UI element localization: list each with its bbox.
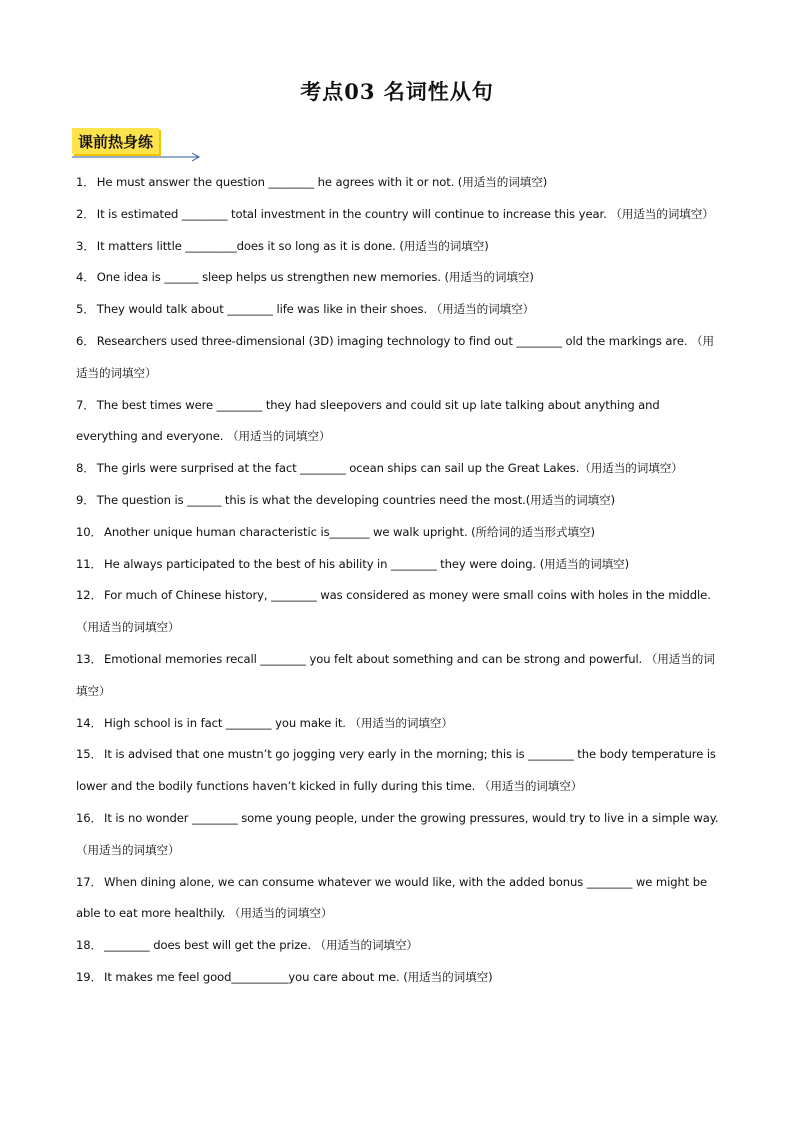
question-item: 17． When dining alone, we can consume whatever we would like, with the added bonus ________ we might be able to eat more healthily. （用适当的词填空）: [76, 874, 708, 921]
question-item: 2． It is estimated ________ total investment in the country will continue to increase this year. （用适当的词填空）: [76, 206, 714, 221]
section-label: 课前热身练: [72, 128, 159, 154]
question-item: 11． He always participated to the best of his ability in ________ they were doing. (用适当的词填空): [76, 556, 630, 571]
question-item: 9． The question is ______ this is what the developing countries need the most.(用适当的词填空): [76, 492, 616, 507]
question-item: 13． Emotional memories recall ________ you felt about something and can be strong and powerful. （用适当的词填空）: [76, 651, 715, 698]
question-item: 6． Researchers used three-dimensional (3D) imaging technology to find out ________ old the markings are. （用适当的词填空）: [76, 333, 715, 380]
page-title: 考点03 名词性从句: [300, 79, 494, 104]
question-item: 5． They would talk about ________ life was like in their shoes. （用适当的词填空）: [76, 302, 535, 317]
question-list: [76, 167, 721, 994]
question-item: 15． It is advised that one mustn’t go jogging very early in the morning; this is ________ the body temperature is lower and the bodily functions haven’t kicked in fully during this time. （用适当的词填空）: [76, 747, 716, 794]
question-item: 16． It is no wonder ________ some young people, under the growing pressures, would try to live in a simple way. （用适当的词填空）: [76, 810, 719, 857]
question-item: 14． High school is in fact ________ you make it. （用适当的词填空）: [76, 715, 453, 730]
question-item: 7． The best times were ________ they had sleepovers and could sit up late talking about anything and everything and everyone. （用适当的词填空）: [76, 397, 660, 444]
question-item: 4． One idea is ______ sleep helps us strengthen new memories. (用适当的词填空): [76, 270, 534, 285]
question-item: 19． It makes me feel good__________you care about me. (用适当的词填空): [76, 969, 493, 984]
question-item: 3． It matters little _________does it so long as it is done. (用适当的词填空): [76, 238, 489, 253]
arrow-right-icon: [72, 152, 202, 162]
question-item: 12． For much of Chinese history, ________ was considered as money were small coins with holes in the middle. （用适当的词填空）: [76, 588, 711, 635]
question-item: 18． ________ does best will get the prize. （用适当的词填空）: [76, 938, 418, 953]
question-item: 1． He must answer the question ________ he agrees with it or not. (用适当的词填空): [76, 175, 548, 189]
section-badge: [72, 128, 159, 154]
question-item: 10． Another unique human characteristic is_______ we walk upright. (所给词的适当形式填空): [76, 524, 595, 539]
question-item: 8． The girls were surprised at the fact ________ ocean ships can sail up the Great Lakes.（用适当的词填空）: [76, 461, 683, 476]
